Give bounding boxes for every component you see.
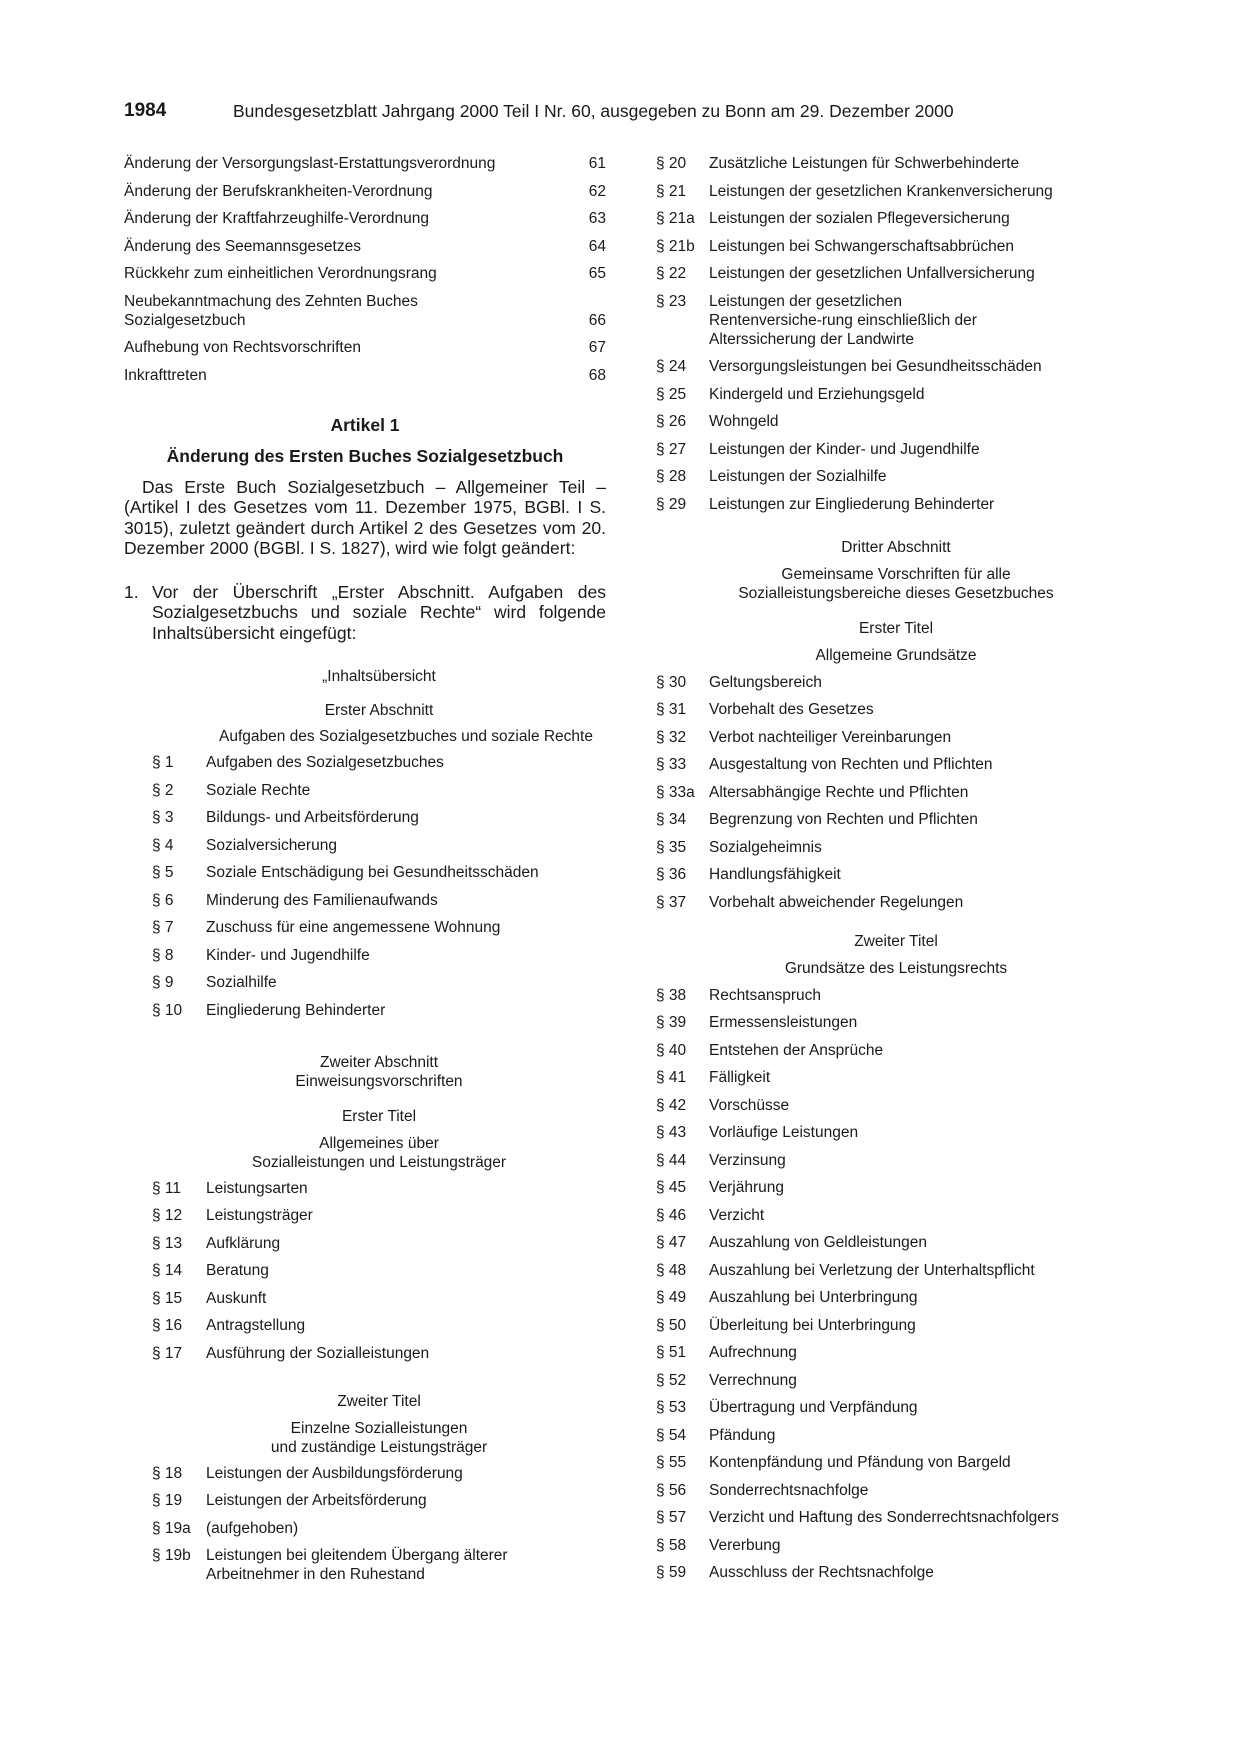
para-number: § 47 bbox=[656, 1234, 687, 1251]
para-row bbox=[152, 1206, 606, 1225]
toc-row bbox=[124, 209, 606, 228]
para-title: Verbot nachteiliger Vereinbarungen bbox=[709, 728, 952, 746]
para-row bbox=[152, 1001, 606, 1020]
para-number: § 15 bbox=[152, 1289, 183, 1307]
para-title: Verzinsung bbox=[709, 1151, 786, 1169]
para-title: Auszahlung von Geldleistungen bbox=[709, 1234, 928, 1251]
para-title: Ermessensleistungen bbox=[709, 1014, 858, 1031]
para-title: Verjährung bbox=[709, 1179, 784, 1196]
amendment-item bbox=[124, 582, 606, 644]
para-title: Auszahlung bei Unterbringung bbox=[709, 1289, 918, 1306]
para-row bbox=[656, 1453, 1136, 1472]
para-title: Kindergeld und Erziehungsgeld bbox=[709, 385, 925, 403]
para-number: § 21 bbox=[656, 182, 687, 200]
toc-number: 64 bbox=[588, 237, 606, 255]
para-title: Übertragung und Verpfändung bbox=[709, 1399, 918, 1416]
para-title: Leistungsträger bbox=[206, 1207, 313, 1224]
title-subheading: Grundsätze des Leistungsrechts bbox=[784, 959, 1008, 977]
title-heading: Zweiter Titel bbox=[854, 932, 938, 950]
para-row bbox=[152, 1519, 606, 1538]
para-number: § 26 bbox=[656, 413, 687, 430]
para-number: § 40 bbox=[656, 1041, 687, 1059]
para-number: § 39 bbox=[656, 1014, 687, 1031]
toc-title: Änderung der Berufskrankheiten-Verordnung bbox=[124, 182, 433, 200]
para-title: Auszahlung bei Verletzung der Unterhaltspflicht bbox=[709, 1261, 1035, 1279]
para-row bbox=[656, 1123, 1136, 1142]
para-row bbox=[656, 1151, 1136, 1170]
para-number: § 35 bbox=[656, 838, 687, 856]
para-title: Begrenzung von Rechten und Pflichten bbox=[709, 811, 978, 828]
para-title: Kontenpfändung und Pfändung von Bargeld bbox=[709, 1454, 1011, 1471]
toc-number: 68 bbox=[588, 366, 606, 384]
para-number: § 58 bbox=[656, 1536, 687, 1554]
para-row bbox=[656, 1371, 1136, 1390]
para-title: Soziale Rechte bbox=[206, 781, 311, 799]
para-row bbox=[656, 1261, 1136, 1280]
para-row bbox=[656, 1178, 1136, 1197]
para-title: Verzicht bbox=[709, 1206, 765, 1224]
paragraph-list bbox=[656, 673, 1136, 912]
para-row bbox=[656, 1343, 1136, 1362]
para-row bbox=[152, 1344, 606, 1363]
para-title: Verrechnung bbox=[709, 1371, 797, 1389]
para-title: Leistungen der gesetzlichen Krankenversicherung bbox=[709, 182, 1053, 200]
para-number: § 14 bbox=[152, 1262, 183, 1279]
contents-title: „Inhaltsübersicht bbox=[322, 668, 436, 685]
para-row bbox=[152, 836, 606, 855]
para-number: § 18 bbox=[152, 1464, 183, 1482]
para-title: Handlungsfähigkeit bbox=[709, 866, 841, 883]
para-number: § 5 bbox=[152, 864, 174, 881]
para-row bbox=[152, 808, 606, 827]
para-title: Leistungen bei Schwangerschaftsabbrüchen bbox=[709, 237, 1015, 255]
para-number: § 9 bbox=[152, 974, 174, 991]
para-row bbox=[152, 1546, 606, 1584]
para-title: Überleitung bei Unterbringung bbox=[709, 1316, 916, 1334]
para-number: § 24 bbox=[656, 358, 687, 375]
toc-list bbox=[124, 154, 606, 385]
para-title: Soziale Entschädigung bei Gesundheitsschäden bbox=[206, 864, 539, 881]
para-title: Eingliederung Behinderter bbox=[206, 1001, 386, 1019]
toc-title: Neubekanntmachung des Zehnten Buches Sozialgesetzbuch bbox=[124, 292, 418, 329]
para-title: Sonderrechtsnachfolge bbox=[709, 1481, 869, 1499]
para-number: § 2 bbox=[152, 781, 174, 799]
para-number: § 55 bbox=[656, 1454, 687, 1471]
para-title: Antragstellung bbox=[206, 1317, 306, 1334]
para-title: Fälligkeit bbox=[709, 1069, 771, 1086]
para-number: § 34 bbox=[656, 811, 687, 828]
toc-row bbox=[124, 154, 606, 173]
para-title: Leistungen der gesetzlichen Rentenversiche-rung einschließlich der Alterssicherung der Landwirte bbox=[709, 292, 977, 348]
para-title: Altersabhängige Rechte und Pflichten bbox=[709, 783, 969, 801]
section-subheading: Aufgaben des Sozialgesetzbuches und soziale Rechte bbox=[219, 728, 593, 745]
para-row bbox=[656, 292, 1136, 349]
para-title: Leistungen der Ausbildungsförderung bbox=[206, 1464, 463, 1482]
title-subheading: Allgemeine Grundsätze bbox=[815, 646, 977, 664]
para-number: § 13 bbox=[152, 1234, 183, 1252]
para-row bbox=[152, 891, 606, 910]
paragraph-list bbox=[152, 1464, 606, 1585]
para-row bbox=[656, 1041, 1136, 1060]
title-subheading: Sozialleistungen und Leistungsträger bbox=[251, 1153, 507, 1171]
paragraph-list bbox=[152, 753, 606, 1020]
para-number: § 7 bbox=[152, 919, 174, 936]
title-heading: Zweiter Titel bbox=[337, 1392, 421, 1410]
article-subtitle: Änderung des Ersten Buches Sozialgesetzbuch bbox=[166, 445, 564, 466]
section-subheading: Gemeinsame Vorschriften für alle bbox=[781, 565, 1011, 583]
para-number: § 30 bbox=[656, 673, 687, 691]
toc-row bbox=[124, 292, 606, 330]
section-heading: Zweiter Abschnitt bbox=[319, 1053, 439, 1071]
para-row bbox=[656, 1013, 1136, 1032]
para-title: Beratung bbox=[206, 1262, 269, 1279]
title-subheading: und zuständige Leistungsträger bbox=[270, 1438, 488, 1456]
toc-title: Inkrafttreten bbox=[124, 366, 207, 384]
para-number: § 11 bbox=[152, 1179, 182, 1197]
para-number: § 51 bbox=[656, 1344, 687, 1361]
para-title: Verzicht und Haftung des Sonderrechtsnachfolgers bbox=[709, 1509, 1059, 1526]
para-row bbox=[152, 946, 606, 965]
para-title: Vorläufige Leistungen bbox=[709, 1124, 859, 1141]
para-row bbox=[656, 385, 1136, 404]
para-row bbox=[656, 1426, 1136, 1445]
para-row bbox=[656, 838, 1136, 857]
para-number: § 32 bbox=[656, 728, 687, 746]
para-title: Kinder- und Jugendhilfe bbox=[206, 946, 370, 964]
para-row bbox=[152, 1179, 606, 1198]
para-row bbox=[152, 1491, 606, 1510]
toc-number: 63 bbox=[588, 210, 606, 227]
para-row bbox=[152, 1464, 606, 1483]
para-title: Bildungs- und Arbeitsförderung bbox=[206, 809, 419, 826]
para-row bbox=[152, 781, 606, 800]
para-row bbox=[656, 893, 1136, 912]
section-heading: Erster Abschnitt bbox=[324, 702, 434, 719]
toc-row bbox=[124, 237, 606, 256]
para-title: Sozialgeheimnis bbox=[709, 838, 822, 856]
para-row bbox=[656, 495, 1136, 514]
para-row bbox=[152, 1289, 606, 1308]
para-title: Entstehen der Ansprüche bbox=[709, 1041, 884, 1059]
para-title: Leistungen der Arbeitsförderung bbox=[206, 1492, 427, 1509]
para-row bbox=[656, 357, 1136, 376]
para-row bbox=[656, 209, 1136, 228]
para-title: Rechtsanspruch bbox=[709, 986, 822, 1004]
article-intro: Das Erste Buch Sozialgesetzbuch – Allgemeiner Teil – (Artikel I des Gesetzes vom 11. Dezember 1975, BGBl. I S. 3015), zuletzt geändert durch Artikel 2 des Gesetzes vom 20. Dezember 2000 (BGBl. I S. 1827), wird wie folgt geändert: bbox=[124, 476, 606, 558]
para-title: Leistungen der gesetzlichen Unfallversicherung bbox=[709, 265, 1035, 282]
para-row bbox=[656, 783, 1136, 802]
left-column bbox=[124, 154, 606, 1593]
para-row bbox=[656, 440, 1136, 459]
para-number: § 50 bbox=[656, 1316, 687, 1334]
para-number: § 22 bbox=[656, 265, 687, 282]
para-number: § 33 bbox=[656, 756, 687, 773]
para-number: § 8 bbox=[152, 946, 174, 964]
para-title: Auskunft bbox=[206, 1289, 267, 1307]
para-title: Leistungen der Kinder- und Jugendhilfe bbox=[709, 440, 980, 458]
toc-title: Änderung der Versorgungslast-Erstattungsverordnung bbox=[124, 155, 496, 172]
toc-title: Änderung der Kraftfahrzeughilfe-Verordnung bbox=[124, 210, 430, 227]
para-row bbox=[656, 1096, 1136, 1115]
title-subheading: Allgemeines über bbox=[319, 1134, 439, 1152]
para-title: Ausschluss der Rechtsnachfolge bbox=[709, 1564, 934, 1581]
para-number: § 54 bbox=[656, 1426, 687, 1444]
para-number: § 42 bbox=[656, 1096, 687, 1114]
para-title: Ausführung der Sozialleistungen bbox=[206, 1344, 430, 1362]
para-row bbox=[152, 1316, 606, 1335]
para-row bbox=[656, 154, 1136, 173]
para-title: Wohngeld bbox=[709, 413, 779, 430]
toc-row bbox=[124, 264, 606, 283]
para-title: Minderung des Familienaufwands bbox=[206, 891, 438, 909]
para-title: Vorschüsse bbox=[709, 1096, 790, 1114]
para-title: Versorgungsleistungen bei Gesundheitsschäden bbox=[709, 358, 1042, 375]
para-title: Leistungen der sozialen Pflegeversicherung bbox=[709, 210, 1010, 227]
para-number: § 52 bbox=[656, 1371, 687, 1389]
para-number: § 16 bbox=[152, 1317, 183, 1334]
para-row bbox=[152, 973, 606, 992]
para-row bbox=[152, 753, 606, 772]
para-number: § 20 bbox=[656, 155, 687, 172]
para-number: § 17 bbox=[152, 1344, 183, 1362]
para-title: (aufgehoben) bbox=[206, 1519, 299, 1537]
para-number: § 41 bbox=[656, 1069, 687, 1086]
para-title: Leistungen bei gleitendem Übergang älterer Arbeitnehmer in den Ruhestand bbox=[206, 1547, 508, 1583]
toc-row bbox=[124, 182, 606, 201]
para-row bbox=[656, 728, 1136, 747]
para-row bbox=[656, 412, 1136, 431]
para-row bbox=[656, 237, 1136, 256]
para-row bbox=[656, 467, 1136, 486]
para-number: § 56 bbox=[656, 1481, 687, 1499]
para-number: § 59 bbox=[656, 1564, 687, 1581]
para-row bbox=[656, 810, 1136, 829]
para-title: Vererbung bbox=[709, 1536, 781, 1554]
toc-row bbox=[124, 366, 606, 385]
inserted-contents bbox=[152, 667, 606, 1584]
para-title: Leistungen der Sozialhilfe bbox=[709, 468, 887, 485]
para-number: § 36 bbox=[656, 866, 687, 883]
section-subheading: Sozialleistungsbereiche dieses Gesetzbuches bbox=[738, 584, 1054, 602]
para-row bbox=[656, 700, 1136, 719]
para-row bbox=[152, 918, 606, 937]
para-title: Sozialversicherung bbox=[206, 836, 337, 854]
para-number: § 31 bbox=[656, 701, 687, 718]
para-title: Aufgaben des Sozialgesetzbuches bbox=[206, 754, 444, 771]
para-number: § 3 bbox=[152, 809, 174, 826]
para-number: § 53 bbox=[656, 1399, 687, 1416]
para-title: Aufrechnung bbox=[709, 1344, 797, 1361]
para-number: § 19b bbox=[152, 1547, 191, 1564]
paragraph-list bbox=[656, 986, 1136, 1583]
para-row bbox=[656, 755, 1136, 774]
page-number: 1984 bbox=[124, 100, 167, 121]
paragraph-list bbox=[152, 1179, 606, 1363]
paragraph-list bbox=[656, 154, 1136, 514]
para-title: Zuschuss für eine angemessene Wohnung bbox=[206, 919, 501, 936]
para-number: § 49 bbox=[656, 1289, 687, 1306]
para-number: § 10 bbox=[152, 1001, 183, 1019]
para-row bbox=[656, 1288, 1136, 1307]
para-row bbox=[152, 1234, 606, 1253]
para-number: § 21b bbox=[656, 237, 695, 255]
para-number: § 45 bbox=[656, 1179, 687, 1196]
title-heading: Erster Titel bbox=[858, 619, 934, 637]
para-title: Vorbehalt abweichender Regelungen bbox=[709, 893, 964, 911]
para-title: Leistungen zur Eingliederung Behinderter bbox=[709, 495, 995, 513]
para-number: § 21a bbox=[656, 210, 695, 227]
para-number: § 44 bbox=[656, 1151, 687, 1169]
para-title: Ausgestaltung von Rechten und Pflichten bbox=[709, 756, 993, 773]
para-number: § 6 bbox=[152, 891, 174, 909]
para-row bbox=[152, 1261, 606, 1280]
para-title: Vorbehalt des Gesetzes bbox=[709, 701, 874, 718]
para-number: § 27 bbox=[656, 440, 687, 458]
para-number: § 43 bbox=[656, 1124, 687, 1141]
para-number: § 19a bbox=[152, 1519, 191, 1537]
toc-number: 62 bbox=[588, 182, 606, 200]
toc-number: 61 bbox=[588, 155, 606, 172]
para-row bbox=[656, 182, 1136, 201]
para-row bbox=[656, 673, 1136, 692]
para-number: § 1 bbox=[152, 754, 174, 771]
para-row bbox=[656, 1481, 1136, 1500]
para-number: § 57 bbox=[656, 1509, 687, 1526]
toc-number: 66 bbox=[588, 311, 606, 329]
para-number: § 12 bbox=[152, 1207, 183, 1224]
para-title: Sozialhilfe bbox=[206, 974, 277, 991]
title-subheading: Einzelne Sozialleistungen bbox=[290, 1419, 468, 1437]
para-number: § 38 bbox=[656, 986, 687, 1004]
para-number: § 33a bbox=[656, 783, 695, 801]
toc-title: Rückkehr zum einheitlichen Verordnungsrang bbox=[124, 265, 437, 282]
para-number: § 46 bbox=[656, 1206, 687, 1224]
para-title: Pfändung bbox=[709, 1426, 776, 1444]
toc-title: Änderung des Seemannsgesetzes bbox=[124, 237, 361, 255]
para-row bbox=[656, 1536, 1136, 1555]
right-column bbox=[656, 154, 1136, 1591]
para-number: § 37 bbox=[656, 893, 687, 911]
gazette-title: Bundesgesetzblatt Jahrgang 2000 Teil I Nr. 60, ausgegeben zu Bonn am 29. Dezember 2000 bbox=[233, 101, 954, 121]
para-row bbox=[656, 1068, 1136, 1087]
item-text: Vor der Überschrift „Erster Abschnitt. Aufgaben des Sozialgesetzbuchs und soziale Rechte“ wird folgende Inhaltsübersicht eingefügt: bbox=[152, 581, 606, 643]
para-row bbox=[656, 1398, 1136, 1417]
section-heading: Dritter Abschnitt bbox=[841, 538, 951, 556]
item-number: 1. bbox=[124, 581, 139, 602]
section-subheading: Einweisungsvorschriften bbox=[295, 1072, 463, 1090]
page-header bbox=[124, 100, 1124, 128]
para-title: Zusätzliche Leistungen für Schwerbehinderte bbox=[709, 155, 1020, 172]
para-number: § 4 bbox=[152, 836, 174, 854]
para-number: § 19 bbox=[152, 1492, 183, 1509]
para-row bbox=[656, 865, 1136, 884]
para-number: § 25 bbox=[656, 385, 687, 403]
toc-number: 67 bbox=[588, 339, 606, 356]
para-row bbox=[152, 863, 606, 882]
para-row bbox=[656, 1508, 1136, 1527]
para-row bbox=[656, 1563, 1136, 1582]
article-title: Artikel 1 bbox=[330, 414, 400, 435]
toc-number: 65 bbox=[588, 265, 606, 282]
para-row bbox=[656, 1206, 1136, 1225]
para-title: Aufklärung bbox=[206, 1234, 281, 1252]
para-number: § 48 bbox=[656, 1261, 687, 1279]
para-title: Leistungsarten bbox=[206, 1179, 308, 1197]
para-row bbox=[656, 1316, 1136, 1335]
toc-title: Aufhebung von Rechtsvorschriften bbox=[124, 339, 361, 356]
para-number: § 28 bbox=[656, 468, 687, 485]
para-number: § 29 bbox=[656, 495, 687, 513]
para-number: § 23 bbox=[656, 292, 687, 310]
title-heading: Erster Titel bbox=[341, 1107, 417, 1125]
para-title: Geltungsbereich bbox=[709, 673, 822, 691]
para-row bbox=[656, 986, 1136, 1005]
para-row bbox=[656, 1233, 1136, 1252]
toc-row bbox=[124, 338, 606, 357]
para-row bbox=[656, 264, 1136, 283]
